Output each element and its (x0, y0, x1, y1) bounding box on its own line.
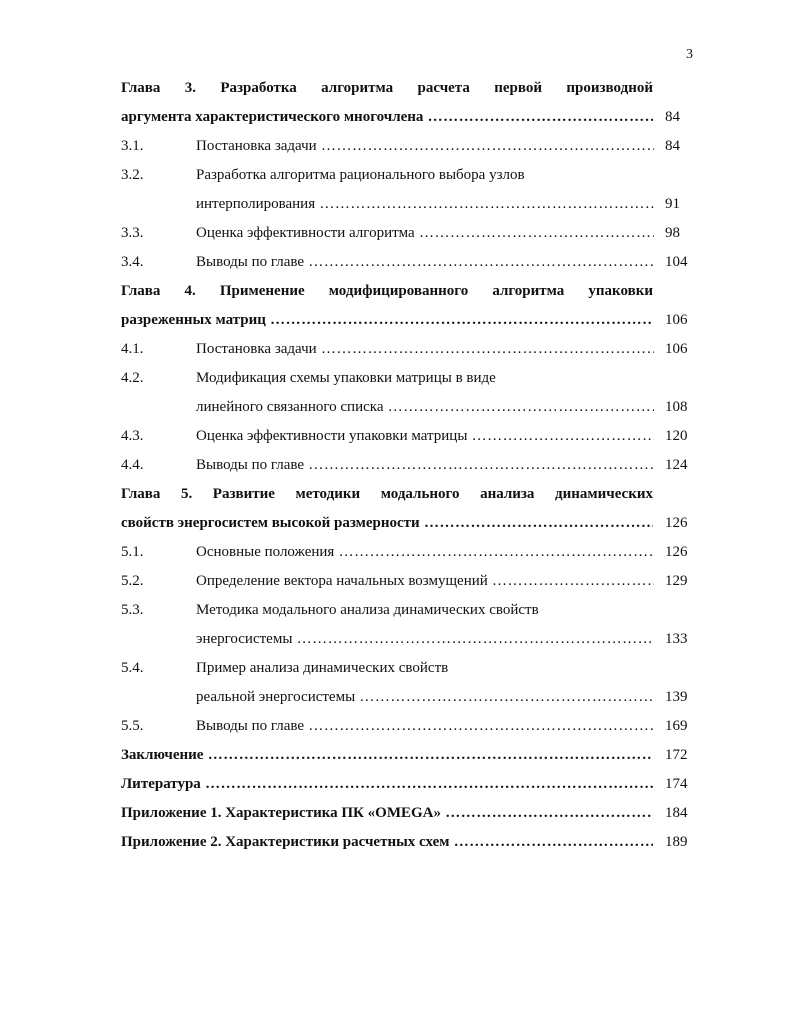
toc-page-number: 84 (665, 109, 680, 125)
toc-entry-title: реальной энергосистемы …………………………………………………………………………………………………………………… (196, 689, 654, 706)
toc-section-number: 4.4. (121, 457, 144, 473)
toc-chapter-line (0, 72, 792, 101)
toc-section-number: 3.1. (121, 138, 144, 154)
toc-section-number: 4.3. (121, 428, 144, 444)
toc-entry-title: разреженных матриц …………………………………………………………………………………………………………………… (121, 312, 653, 329)
toc-section-line (0, 159, 792, 188)
toc-entry-title: линейного связанного списка …………………………………………………………………………………………………………………… (196, 399, 654, 416)
toc-chapter-line (0, 768, 792, 797)
toc-entry-title: Постановка задачи …………………………………………………………………………………………………………………… (196, 341, 654, 358)
toc-chapter-line (0, 739, 792, 768)
toc-page-number: 120 (665, 428, 688, 444)
toc-page-number: 126 (665, 544, 688, 560)
toc-section-line (0, 623, 792, 652)
toc-page-number: 133 (665, 631, 688, 647)
toc-chapter-line (0, 507, 792, 536)
toc-section-line (0, 333, 792, 362)
toc-page-number: 126 (665, 515, 688, 531)
toc-chapter-line (0, 826, 792, 855)
toc-page-number: 169 (665, 718, 688, 734)
toc-chapter-line (0, 304, 792, 333)
toc-chapter-line (0, 478, 792, 507)
toc-entry-title: Оценка эффективности упаковки матрицы …………………………………………………………………………………………………………………… (196, 428, 654, 445)
toc-section-line (0, 565, 792, 594)
toc-page-number: 98 (665, 225, 680, 241)
toc-section-line (0, 594, 792, 623)
toc-section-number: 5.5. (121, 718, 144, 734)
toc-entry-title: Глава 5. Развитие методики модального анализа динамических (121, 486, 653, 502)
toc-page-number: 108 (665, 399, 688, 415)
toc-page-number: 106 (665, 341, 688, 357)
toc-page-number: 139 (665, 689, 688, 705)
toc-entry-title: энергосистемы …………………………………………………………………………………………………………………… (196, 631, 654, 648)
toc-entry-title: Выводы по главе …………………………………………………………………………………………………………………… (196, 718, 654, 735)
toc-section-line (0, 391, 792, 420)
toc-entry-title: Модификация схемы упаковки матрицы в виде (196, 370, 496, 386)
toc-section-number: 4.1. (121, 341, 144, 357)
toc-entry-title: Разработка алгоритма рационального выбора узлов (196, 167, 525, 183)
toc-section-number: 5.4. (121, 660, 144, 676)
toc-section-line (0, 652, 792, 681)
toc-section-number: 3.2. (121, 167, 144, 183)
toc-section-line (0, 449, 792, 478)
toc-entry-title: Основные положения …………………………………………………………………………………………………………………… (196, 544, 654, 561)
toc-entry-title: Заключение …………………………………………………………………………………………………………………… (121, 747, 653, 764)
toc-page-number: 172 (665, 747, 688, 763)
toc-entry-title: Выводы по главе …………………………………………………………………………………………………………………… (196, 254, 654, 271)
toc-section-number: 5.1. (121, 544, 144, 560)
toc-entry-title: Приложение 1. Характеристика ПК «OMEGA» …………………………………………………………………………………………………………………… (121, 805, 653, 822)
toc-entry-title: Постановка задачи …………………………………………………………………………………………………………………… (196, 138, 654, 155)
toc-section-line (0, 681, 792, 710)
toc-section-line (0, 130, 792, 159)
toc-section-number: 5.2. (121, 573, 144, 589)
toc-section-number: 3.4. (121, 254, 144, 270)
toc-entry-title: Пример анализа динамических свойств (196, 660, 449, 676)
toc-section-line (0, 188, 792, 217)
toc-entry-title: Выводы по главе …………………………………………………………………………………………………………………… (196, 457, 654, 474)
toc-page-number: 104 (665, 254, 688, 270)
toc-entry-title: Глава 3. Разработка алгоритма расчета первой производной (121, 80, 653, 96)
toc-section-line (0, 217, 792, 246)
toc-page-number: 184 (665, 805, 688, 821)
toc-section-number: 3.3. (121, 225, 144, 241)
toc-entry-title: Определение вектора начальных возмущений …………………………………………………………………………………………………………………… (196, 573, 654, 590)
page-number: 3 (686, 47, 693, 62)
toc-page-number: 84 (665, 138, 680, 154)
toc-chapter-line (0, 101, 792, 130)
toc-entry-title: свойств энергосистем высокой размерности …………………………………………………………………………………………………………………… (121, 515, 653, 532)
toc-section-number: 5.3. (121, 602, 144, 618)
toc-section-line (0, 246, 792, 275)
toc-section-line (0, 536, 792, 565)
toc-page-number: 91 (665, 196, 680, 212)
toc-page-number: 129 (665, 573, 688, 589)
toc-page-number: 124 (665, 457, 688, 473)
toc-entry-title: Методика модального анализа динамических свойств (196, 602, 539, 618)
toc-entry-title: Приложение 2. Характеристики расчетных схем …………………………………………………………………………………………………………………… (121, 834, 653, 851)
toc-entry-title: интерполирования …………………………………………………………………………………………………………………… (196, 196, 654, 213)
toc-section-number: 4.2. (121, 370, 144, 386)
toc-section-line (0, 362, 792, 391)
toc-section-line (0, 420, 792, 449)
toc-section-line (0, 710, 792, 739)
toc-chapter-line (0, 797, 792, 826)
toc-entry-title: Оценка эффективности алгоритма …………………………………………………………………………………………………………………… (196, 225, 654, 242)
toc-page-number: 106 (665, 312, 688, 328)
table-of-contents (0, 72, 792, 855)
toc-entry-title: Литература …………………………………………………………………………………………………………………… (121, 776, 653, 793)
toc-chapter-line (0, 275, 792, 304)
toc-page-number: 189 (665, 834, 688, 850)
toc-entry-title: аргумента характеристического многочлена …………………………………………………………………………………………………………………… (121, 109, 653, 126)
toc-page-number: 174 (665, 776, 688, 792)
toc-entry-title: Глава 4. Применение модифицированного алгоритма упаковки (121, 283, 653, 299)
